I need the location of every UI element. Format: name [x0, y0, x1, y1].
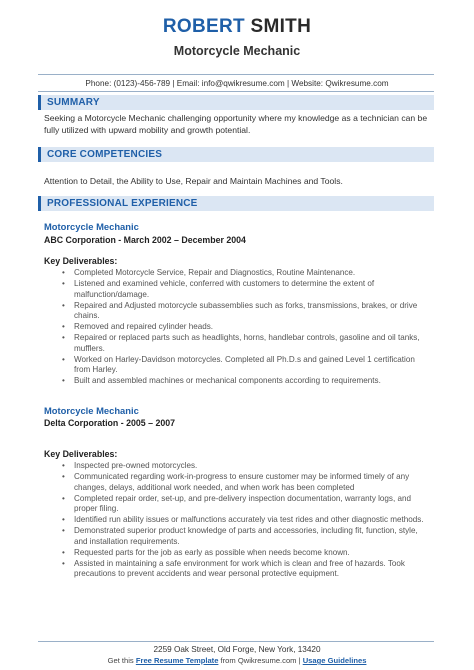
- first-name: ROBERT: [162, 16, 245, 37]
- footer-site: Qwikresume.com: [237, 656, 297, 665]
- last-name: SMITH: [250, 16, 312, 37]
- header-divider-top: [38, 74, 434, 75]
- list-item: • Assisted in maintaining a safe environment for work which is clean and free of hazards. Took precautions to prevent accidents and wear personal protective equipment.: [62, 559, 424, 580]
- competencies-text: Attention to Detail, the Ability to Use, Repair and Maintain Machines and Tools.: [44, 176, 343, 186]
- list-item: • Removed and repaired cylinder heads.: [62, 322, 424, 333]
- list-item: • Demonstrated superior product knowledge of parts and accessories, including fit, function, style, and installation requirements.: [62, 526, 424, 547]
- footer-separator: |: [296, 656, 303, 665]
- job-2-role: Motorcycle Mechanic: [44, 405, 139, 416]
- header-divider-bottom: [38, 91, 434, 92]
- contact-line: Phone: (0123)-456-789 | Email: info@qwikresume.com | Website: Qwikresume.com: [85, 79, 389, 88]
- list-item: • Inspected pre-owned motorcycles.: [62, 461, 424, 472]
- job-1-deliverables-label: Key Deliverables:: [44, 256, 118, 266]
- section-summary-title: SUMMARY: [47, 96, 100, 108]
- job-1-role: Motorcycle Mechanic: [44, 221, 139, 232]
- section-competencies-heading: [38, 147, 434, 162]
- list-item: • Repaired and Adjusted motorcycle subassemblies such as forks, transmissions, brakes, or drive chains.: [62, 301, 424, 322]
- list-item: • Listened and examined vehicle, conferred with customers to determine the extent of malfunction/damage.: [62, 279, 424, 300]
- list-item: • Completed Motorcycle Service, Repair and Diagnostics, Routine Maintenance.: [62, 268, 424, 279]
- footer-credit: [0, 656, 474, 665]
- footer-middle: from: [218, 656, 238, 665]
- usage-guidelines-link[interactable]: Usage Guidelines: [302, 656, 367, 665]
- job-2-company: Delta Corporation - 2005 – 2007: [44, 418, 176, 428]
- list-item: • Communicated regarding work-in-progress to ensure customer may be informed timely of any changes, delays, additional work needed, and when work has been completed: [62, 472, 424, 493]
- list-item: • Worked on Harley-Davidson motorcycles. Completed all Ph.D.s and gained Level 1 certification from Harley.: [62, 355, 424, 376]
- job-2-deliverables-label: Key Deliverables:: [44, 449, 118, 459]
- section-experience-title: PROFESSIONAL EXPERIENCE: [47, 197, 198, 209]
- free-resume-template-link[interactable]: Free Resume Template: [135, 656, 219, 665]
- list-item: • Built and assembled machines or mechanical components according to requirements.: [62, 376, 424, 387]
- footer-address: 2259 Oak Street, Old Forge, New York, 13420: [153, 645, 321, 654]
- summary-text: Seeking a Motorcycle Mechanic challenging opportunity where my knowledge as a technician can be fully utilized with upward mobility and growth potential.: [44, 113, 428, 135]
- section-summary-heading: [38, 95, 434, 110]
- job-1-company: ABC Corporation - March 2002 – December 2004: [44, 235, 246, 245]
- list-item: • Requested parts for the job as early as possible when needs become known.: [62, 548, 424, 559]
- section-competencies-title: CORE COMPETENCIES: [47, 148, 163, 160]
- footer-prefix: Get this: [107, 656, 136, 665]
- list-item: • Repaired or replaced parts such as headlights, horns, handlebar controls, gasoline and oil tanks, mufflers.: [62, 333, 424, 354]
- job-1-bullets: [62, 268, 424, 387]
- footer-divider: [38, 641, 434, 642]
- list-item: • Identified run ability issues or malfunctions accurately via test rides and other diagnostic methods.: [62, 515, 424, 526]
- list-item: • Completed repair order, set-up, and pre-delivery inspection documentation, warranty logs, and proper filing.: [62, 494, 424, 515]
- section-experience-heading: [38, 196, 434, 211]
- job-2-bullets: [62, 461, 424, 580]
- candidate-name: [0, 16, 474, 38]
- job-title: Motorcycle Mechanic: [173, 44, 301, 58]
